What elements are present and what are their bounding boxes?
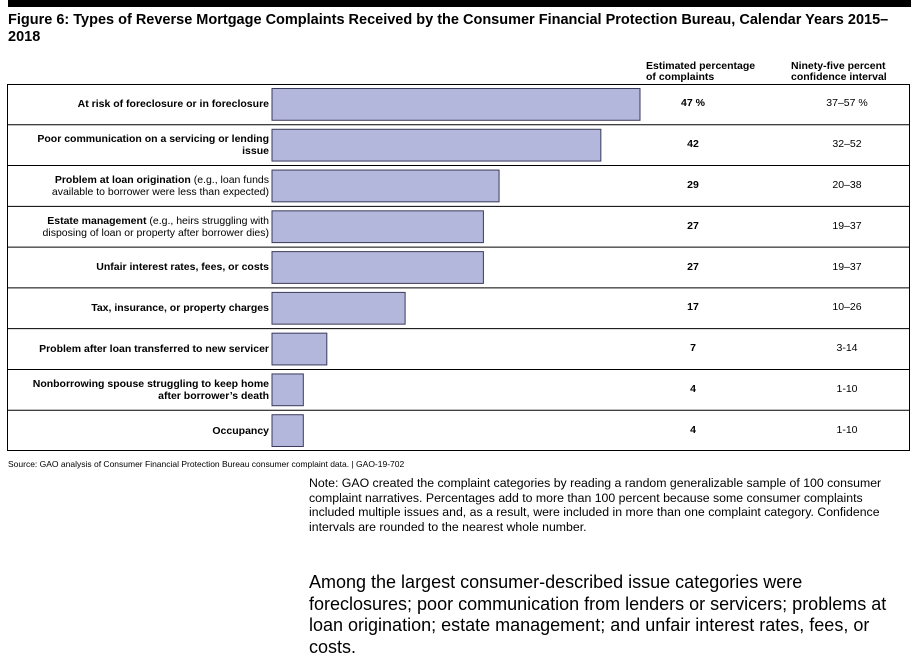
confidence-interval-label: 1-10 bbox=[836, 423, 858, 436]
category-label-text bbox=[11, 174, 269, 198]
value-label: 27 bbox=[687, 219, 699, 232]
category-label-text bbox=[11, 215, 269, 239]
category-label-bold: Problem at loan origination bbox=[54, 173, 191, 186]
column-header-ci-line1: Ninety-five percent bbox=[791, 60, 886, 72]
category-label-detail: (e.g., loan funds available to borrower were less than expected) bbox=[51, 173, 269, 198]
category-label-bold: Occupancy bbox=[212, 424, 269, 437]
category-label bbox=[11, 206, 269, 247]
category-label-text bbox=[11, 378, 269, 402]
source-note: Source: GAO analysis of Consumer Financial Protection Bureau consumer complaint data. | GAO-19-702 bbox=[8, 459, 405, 469]
confidence-interval-label: 37–57 % bbox=[826, 97, 868, 110]
column-header-ci bbox=[791, 61, 887, 83]
category-label-detail: (e.g., heirs struggling with disposing of loan or property after borrower dies) bbox=[42, 214, 269, 239]
value-label: 7 bbox=[690, 342, 696, 355]
category-label-bold: Problem after loan transferred to new servicer bbox=[39, 343, 269, 356]
bar bbox=[272, 89, 640, 121]
confidence-interval-label: 20–38 bbox=[832, 178, 862, 191]
category-label bbox=[11, 410, 269, 451]
bar bbox=[272, 211, 483, 243]
category-label bbox=[11, 166, 269, 207]
category-label bbox=[11, 369, 269, 410]
bar bbox=[272, 129, 601, 161]
category-label-text bbox=[11, 98, 269, 110]
column-header-estimate-line2: of complaints bbox=[646, 71, 715, 83]
category-label-bold: Nonborrowing spouse struggling to keep home after borrower’s death bbox=[32, 377, 269, 402]
figure-title: Figure 6: Types of Reverse Mortgage Complaints Received by the Consumer Financial Protection Bureau, Calendar Years 2015–2018 bbox=[8, 12, 889, 45]
value-label: 4 bbox=[690, 423, 696, 436]
category-label-bold: Unfair interest rates, fees, or costs bbox=[96, 261, 269, 274]
category-label-bold: Poor communication on a servicing or lending issue bbox=[37, 133, 269, 158]
category-label-bold: Tax, insurance, or property charges bbox=[91, 302, 269, 315]
category-label bbox=[11, 84, 269, 125]
confidence-interval-label: 19–37 bbox=[832, 219, 862, 232]
bar bbox=[272, 292, 405, 324]
value-label: 17 bbox=[687, 301, 699, 314]
category-label-text bbox=[11, 343, 269, 355]
top-rule bbox=[8, 0, 911, 7]
confidence-interval-label: 1-10 bbox=[836, 382, 858, 395]
confidence-interval-label: 32–52 bbox=[832, 138, 862, 151]
category-label-text bbox=[11, 261, 269, 273]
figure-note: Note: GAO created the complaint categories by reading a random generalizable sample of 100 consumer complaint narratives. Percentages add to more than 100 percent because some consumer complaints included multiple issues and, as a result, were included in more than one complaint category. Confidence intervals are rounded to the nearest whole number. bbox=[309, 476, 882, 534]
value-label: 42 bbox=[687, 138, 699, 151]
confidence-interval-label: 19–37 bbox=[832, 260, 862, 273]
value-label: 27 bbox=[687, 260, 699, 273]
category-label-text bbox=[11, 425, 269, 437]
category-label bbox=[11, 247, 269, 288]
category-label-bold: At risk of foreclosure or in foreclosure bbox=[77, 98, 269, 111]
category-label bbox=[11, 125, 269, 166]
category-label-text bbox=[11, 133, 269, 157]
category-label bbox=[11, 329, 269, 370]
column-header-ci-line2: confidence interval bbox=[791, 71, 887, 83]
bar bbox=[272, 252, 483, 284]
confidence-interval-label: 10–26 bbox=[832, 301, 862, 314]
category-label bbox=[11, 288, 269, 329]
value-label: 47 % bbox=[681, 97, 705, 110]
bar bbox=[272, 415, 303, 447]
body-paragraph: Among the largest consumer-described issue categories were foreclosures; poor communication from lenders or servicers; problems at loan origination; estate management; and unfair interest rates, fees, or costs. bbox=[309, 572, 887, 657]
category-label-bold: Estate management bbox=[47, 214, 147, 227]
bar bbox=[272, 333, 327, 365]
bar bbox=[272, 170, 499, 202]
value-label: 29 bbox=[687, 178, 699, 191]
category-label-text bbox=[11, 302, 269, 314]
bar-chart bbox=[7, 84, 910, 451]
bar bbox=[272, 374, 303, 406]
confidence-interval-label: 3-14 bbox=[836, 342, 858, 355]
value-label: 4 bbox=[690, 382, 696, 395]
column-header-estimate bbox=[646, 61, 755, 83]
column-header-estimate-line1: Estimated percentage bbox=[646, 60, 756, 72]
